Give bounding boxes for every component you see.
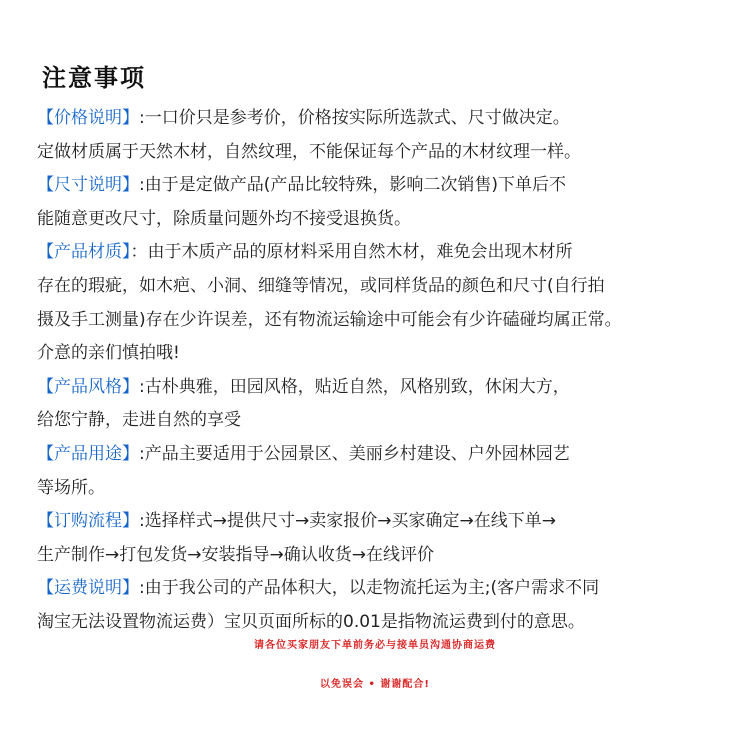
price-note-text: :一口价只是参考价，价格按实际所选款式、尺寸做决定。	[139, 108, 570, 128]
material-note-line-4: 介意的亲们慎拍哦!	[37, 343, 180, 364]
style-note-line-2: 给您宁静，走进自然的享受	[37, 410, 241, 431]
usage-note-text: :产品主要适用于公园景区、美丽乡村建设、户外园林园艺	[139, 443, 570, 464]
usage-note-line-1	[37, 438, 737, 472]
shipping-note-tag: 【运费说明】	[37, 578, 139, 599]
size-note-line-2: 能随意更改尺寸，除质量问题外均不接受退换货。	[37, 208, 411, 229]
price-note-tag: 【价格说明】	[37, 108, 139, 128]
usage-note-tag: 【产品用途】	[37, 443, 139, 464]
style-note-tag: 【产品风格】	[37, 376, 139, 397]
shipping-note-line-1	[37, 572, 737, 606]
size-note-tag: 【尺寸说明】	[37, 175, 139, 196]
size-note-line-1	[37, 169, 737, 203]
shipping-note-line-2: 淘宝无法设置物流运费）宝贝页面所标的0.01是指物流运费到付的意思。	[37, 611, 585, 632]
material-note-text: ：由于木质产品的原材料采用自然木材，难免会出现木材所	[130, 242, 573, 263]
order-process-text: :选择样式→提供尺寸→卖家报价→买家确定→在线下单→	[139, 511, 556, 532]
price-note-line-2: 定做材质属于天然木材，自然纹理，不能保证每个产品的木材纹理一样。	[37, 141, 581, 162]
material-note-tag: 【产品材质】	[37, 242, 131, 263]
shipping-note-text: :由于我公司的产品体积大，以走物流托运为主;(客户需求不同	[139, 578, 600, 599]
material-note-line-2: 存在的瑕疵，如木疤、小洞、细缝等情况，或同样货品的颜色和尺寸(自行拍	[37, 275, 605, 296]
usage-note-line-2: 等场所。	[37, 477, 105, 498]
size-note-text: :由于是定做产品(产品比较特殊，影响二次销售)下单后不	[139, 175, 566, 196]
style-note-line-1	[37, 371, 737, 405]
shipping-notice-line-2: 以免误会 • 谢谢配合!	[320, 679, 430, 690]
notes-list	[37, 102, 737, 640]
order-process-tag: 【订购流程】	[37, 511, 139, 532]
order-process-line-1	[37, 505, 737, 539]
style-note-text: :古朴典雅，田园风格，贴近自然，风格别致，休闲大方，	[139, 376, 570, 397]
shipping-notice-line-1: 请各位买家朋友下单前务必与接单员沟通协商运费	[254, 640, 496, 651]
order-process-line-2: 生产制作→打包发货→安装指导→确认收货→在线评价	[37, 544, 434, 565]
material-note-line-3: 摄及手工测量)存在少许误差，还有物流运输途中可能会有少许磕碰均属正常。	[37, 309, 622, 330]
price-note-line-1	[37, 102, 737, 136]
material-note-line-1	[37, 236, 737, 270]
page-title: 注意事项	[42, 64, 146, 92]
